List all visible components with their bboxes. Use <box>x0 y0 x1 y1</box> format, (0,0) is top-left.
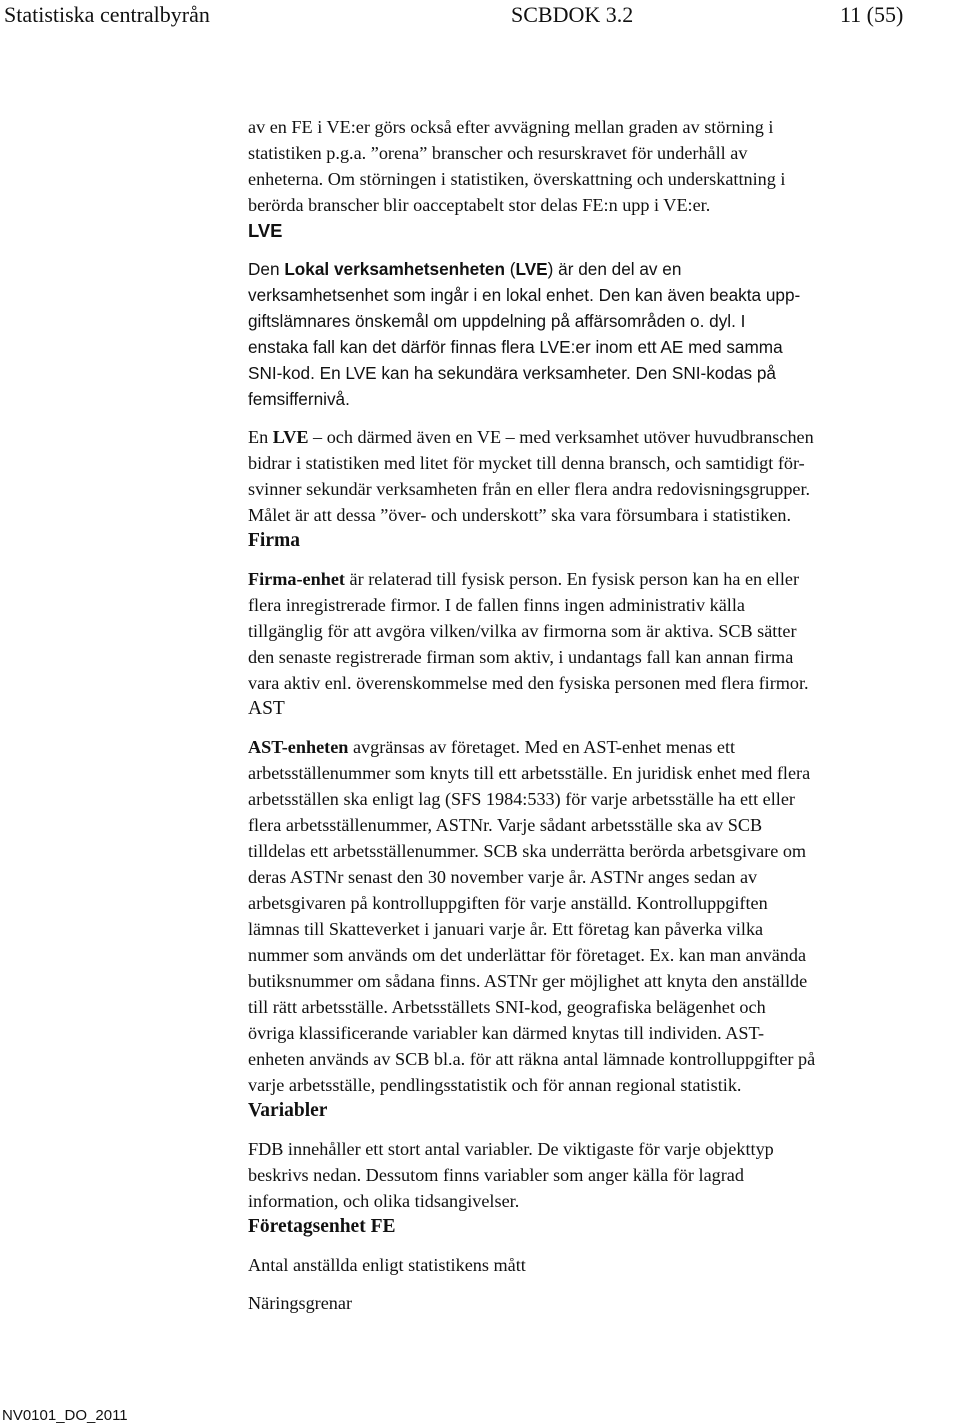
text-line: verksamhetsenhet som ingår i en lokal enhet. Den kan även beakta upp- <box>248 285 801 305</box>
term-ast-enheten: AST-enheten <box>248 737 349 757</box>
text-run: ( <box>504 259 516 279</box>
header-document-id: SCBDOK 3.2 <box>511 2 634 27</box>
text-run: Den <box>248 259 285 279</box>
section-heading-ast: AST <box>248 698 285 719</box>
lve-definition-paragraph <box>248 256 960 412</box>
text-line: den senaste registrerade firman som aktiv, i undantags fall kan annan firma <box>248 647 794 667</box>
term-lve: LVE <box>272 427 309 447</box>
text-line: information, och olika tidsangivelser. <box>248 1191 520 1211</box>
text-line: enstaka fall kan det därför finnas flera LVE:er inom ett AE med samma <box>248 337 783 357</box>
fe-variable-antal-anstallda: Antal anställda enligt statistikens mått <box>248 1255 526 1275</box>
text-line: enheten används av SCB bl.a. för att räkna antal lämnade kontrolluppgifter på <box>248 1049 816 1069</box>
text-line: svinner sekundär verksamheten från en eller flera andra redovisningsgrupper. <box>248 479 811 499</box>
text-line: FDB innehåller ett stort antal variabler. De viktigaste för varje objekttyp <box>248 1139 774 1159</box>
text-line: beskrivs nedan. Dessutom finns variabler som anger källa för lagrad <box>248 1165 744 1185</box>
fe-variable-naringsgrenar: Näringsgrenar <box>248 1293 353 1313</box>
text-run: ) är den del av en <box>547 259 682 279</box>
term-lve-full: Lokal verksamhetsenheten <box>284 259 505 279</box>
section-heading-lve: LVE <box>248 220 283 241</box>
text-line: giftslämnares önskemål om uppdelning på affärsområden o. dyl. I <box>248 311 746 331</box>
document-body <box>248 114 960 1316</box>
text-line: lämnas till Skatteverket i januari varje år. Ett företag kan påverka vilka <box>248 919 764 939</box>
header-organization: Statistiska centralbyrån <box>4 2 210 27</box>
text-line: av en FE i VE:er görs också efter avvägning mellan graden av störning i <box>248 117 774 137</box>
text-line: arbetsställen ska enligt lag (SFS 1984:533) för varje arbetsställe ha ett eller <box>248 789 795 809</box>
section-heading-foretagsenhet: Företagsenhet FE <box>248 1216 396 1237</box>
text-run: avgränsas av företaget. Med en AST-enhet menas ett <box>348 737 736 757</box>
text-line: övriga klassificerande variabler kan därmed knytas till individen. AST- <box>248 1023 765 1043</box>
ast-paragraph <box>248 734 960 1098</box>
text-line: Målet är att dessa ”över- och underskott” ska vara försumbara i statistiken. <box>248 505 792 525</box>
text-line: enheterna. Om störningen i statistiken, överskattning och underskattning i <box>248 169 786 189</box>
text-run: är relaterad till fysisk person. En fysisk person kan ha en eller <box>344 569 800 589</box>
firma-paragraph <box>248 566 960 696</box>
text-line: SNI-kod. En LVE kan ha sekundära verksamheter. Den SNI-kodas på <box>248 363 776 383</box>
lve-paragraph-2 <box>248 424 960 528</box>
section-heading-variabler: Variabler <box>248 1100 328 1121</box>
text-line: deras ASTNr senast den 30 november varje år. ASTNr anges sedan av <box>248 867 758 887</box>
text-line: arbetsgivaren på kontrolluppgiften för varje anställd. Kontrolluppgiften <box>248 893 768 913</box>
text-run: En <box>248 427 273 447</box>
text-line: till rätt arbetsställe. Arbetsställets SNI-kod, geografiska belägenhet och <box>248 997 766 1017</box>
page-header <box>4 2 956 36</box>
text-line: butiksnummer om sådana finns. ASTNr ger möjlighet att knyta den anställde <box>248 971 808 991</box>
text-line: tillgänglig för att avgöra vilken/vilka av firmorna som är aktiva. SCB sätter <box>248 621 797 641</box>
term-lve: LVE <box>515 259 548 279</box>
text-line: vara aktiv enl. överenskommelse med den fysiska personen med flera firmor. <box>248 673 809 693</box>
header-page-number: 11 (55) <box>840 2 904 27</box>
text-line: berörda branscher blir oacceptabelt stor delas FE:n upp i VE:er. <box>248 195 711 215</box>
term-firma-enhet: Firma-enhet <box>248 569 345 589</box>
variabler-paragraph <box>248 1136 960 1214</box>
section-heading-firma: Firma <box>248 530 300 551</box>
text-line: tilldelas ett arbetsställenummer. SCB ska underrätta berörda arbetsgivare om <box>248 841 807 861</box>
text-line: flera arbetsställenummer, ASTNr. Varje sådant arbetsställe ska av SCB <box>248 815 763 835</box>
text-line: femsiffernivå. <box>248 389 350 409</box>
text-line: arbetsställenummer som knyts till ett arbetsställe. En juridisk enhet med flera <box>248 763 811 783</box>
text-line: varje arbetsställe, pendlingsstatistik och för annan regional statistik. <box>248 1075 742 1095</box>
text-run: – och därmed även en VE – med verksamhet utöver huvudbranschen <box>308 427 814 447</box>
text-line: nummer som används om det underlättar för företaget. Ex. kan man använda <box>248 945 807 965</box>
text-line: statistiken p.g.a. ”orena” branscher och resurskravet för underhåll av <box>248 143 748 163</box>
text-line: flera inregistrerade firmor. I de fallen finns ingen administrativ källa <box>248 595 745 615</box>
text-line: bidrar i statistiken med litet för mycket till denna bransch, och samtidigt för- <box>248 453 805 473</box>
intro-paragraph <box>248 114 960 218</box>
page-footer: NV0101_DO_2011 <box>2 1407 128 1424</box>
